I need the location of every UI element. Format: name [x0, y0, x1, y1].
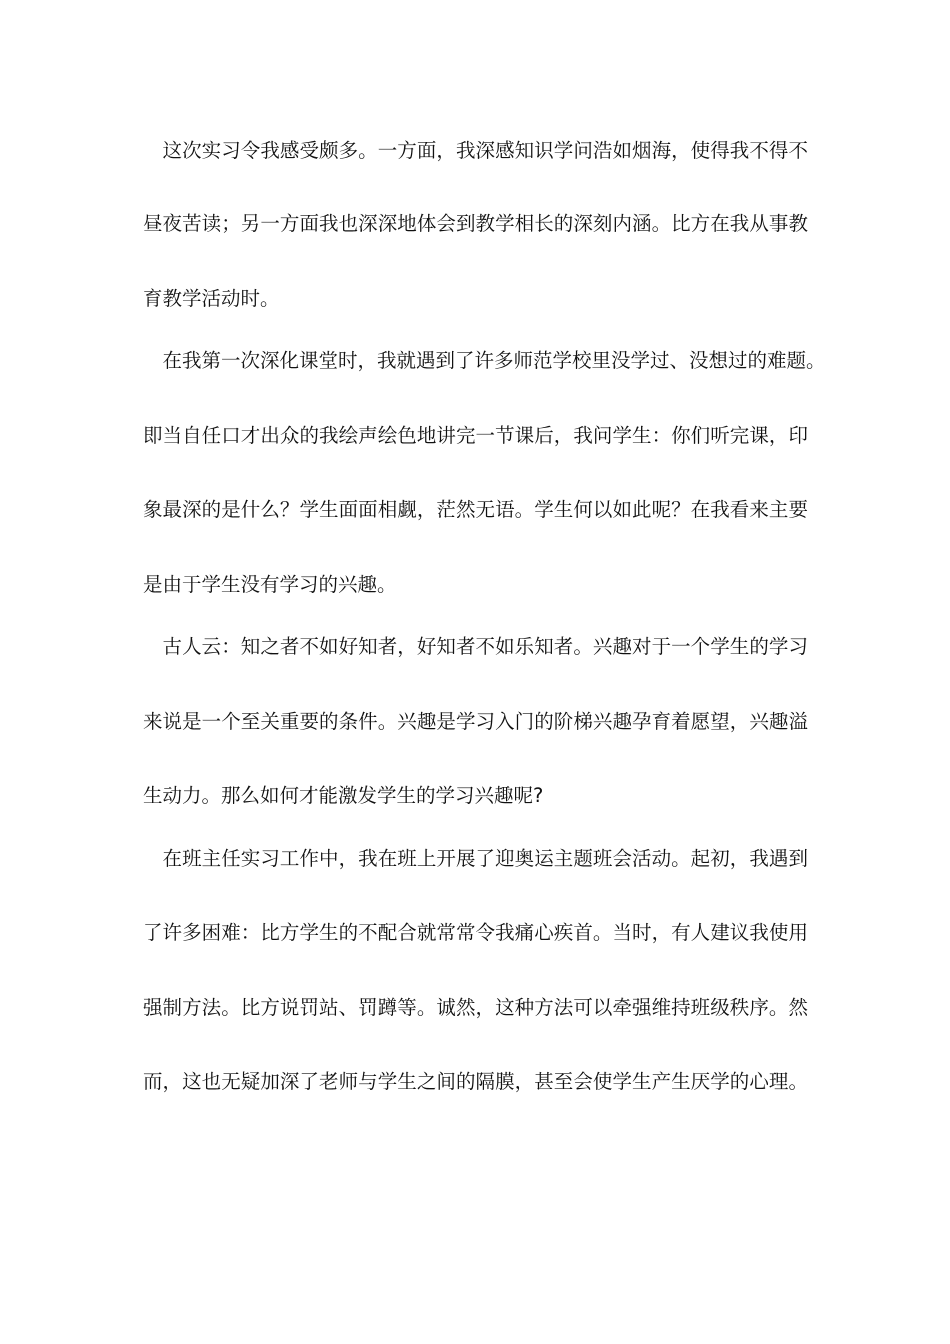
paragraph-line: 育教学活动时。 — [143, 287, 280, 310]
paragraph-line: 强制方法。比方说罚站、罚蹲等。诚然，这种方法可以牵强维持班级秩序。然 — [143, 996, 808, 1019]
paragraph-line: 昼夜苦读；另一方面我也深深地体会到教学相长的深刻内涵。比方在我从事教 — [143, 212, 808, 235]
paragraph-line: 在班主任实习工作中，我在班上开展了迎奥运主题班会活动。起初，我遇到 — [143, 847, 808, 870]
paragraph-line: 古人云：知之者不如好知者，好知者不如乐知者。兴趣对于一个学生的学习 — [143, 635, 808, 658]
paragraph-line: 在我第一次深化课堂时，我就遇到了许多师范学校里没学过、没想过的难题。 — [143, 349, 826, 372]
paragraph-line: 来说是一个至关重要的条件。兴趣是学习入门的阶梯兴趣孕育着愿望，兴趣溢 — [143, 710, 808, 733]
paragraph-line: 即当自任口才出众的我绘声绘色地讲完一节课后，我问学生：你们听完课，印 — [143, 424, 808, 447]
paragraph-line: 生动力。那么如何才能激发学生的学习兴趣呢? — [143, 784, 544, 807]
paragraph-line: 而，这也无疑加深了老师与学生之间的隔膜，甚至会使学生产生厌学的心理。 — [143, 1070, 808, 1093]
paragraph-line: 这次实习令我感受颇多。一方面，我深感知识学问浩如烟海，使得我不得不 — [143, 139, 808, 162]
paragraph-line: 了许多困难：比方学生的不配合就常常令我痛心疾首。当时，有人建议我使用 — [143, 921, 808, 944]
paragraph-line: 是由于学生没有学习的兴趣。 — [143, 573, 397, 596]
paragraph-line: 象最深的是什么？学生面面相觑，茫然无语。学生何以如此呢？在我看来主要 — [143, 498, 808, 521]
